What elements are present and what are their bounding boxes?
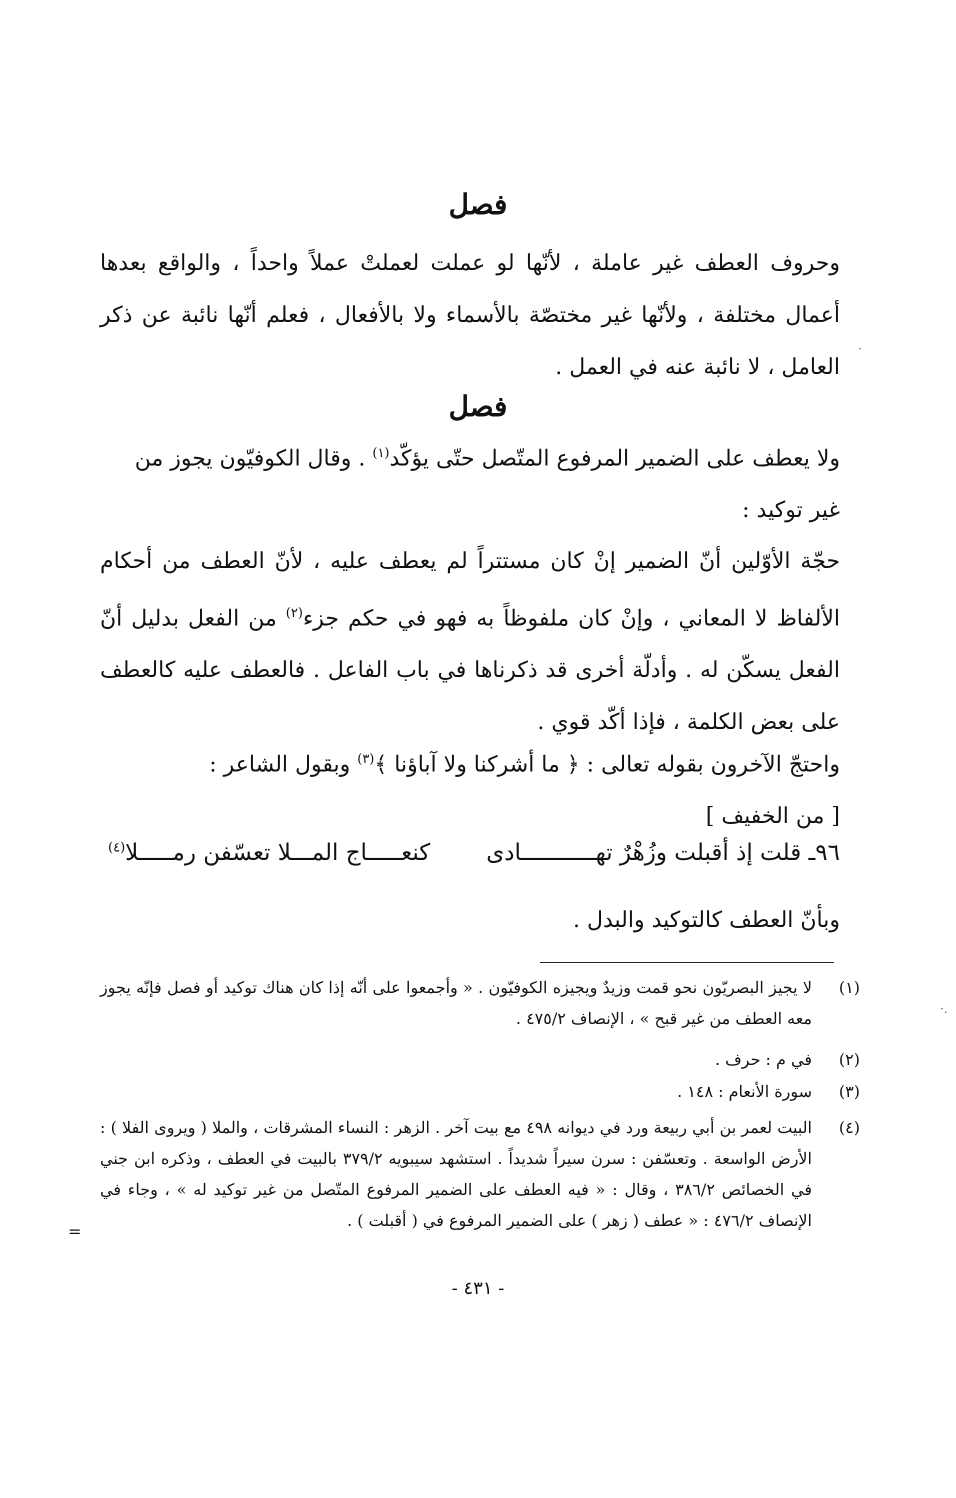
footnote-text: البيت لعمر بن أبي ربيعة ورد في ديوانه ٤٩٨ مع بيت آخر . الزهر : النساء المشرقات ، والملا ( ويروى الفلا ) : الأرض الواسعة . وتعسّفن : سرن سيراً شديداً . استشهد سيبويه ٣٧٩/٢ بالبيت في العطف ، وذكره ابن جني في الخصائص ٣٨٦/٢ ، وقال : « فيه العطف على الضمير المرفوع المتّصل من غير توكيد له » ، وجاء في الإنصاف ٤٧٦/٢ : « عطف ( زهر ) على الضمير المرفوع في ( أقبلت ) . <box>100 1118 813 1230</box>
section-heading-1: فصل <box>448 188 508 221</box>
footnote-number: (٢) <box>838 1050 860 1069</box>
argument-text-2: من الفعل بدليل أنّ الفعل يسكّن له . وأدلّة أخرى قد ذكرناها في باب الفاعل . فالعطف عليه كالعطف على بعض الكلمة ، فإذا أكّد قوي . <box>100 606 840 736</box>
verse-first-hemistich: ٩٦ـ قلت إذ أقبلت وزُهْرٌ تهـــــــــــادى <box>486 840 840 866</box>
continuation-mark: = <box>68 1222 82 1241</box>
footnote-number: (٣) <box>838 1082 860 1101</box>
verse-second-hemistich <box>108 840 430 866</box>
footnote-separator <box>540 962 834 963</box>
paragraph-conjunctions: وحروف العطف غير عاملة ، لأنّها لو عملت لعملتْ عملاً واحداً ، والواقع بعدها أعمال مختلفة ، ولأنّها غير مختصّة بالأسماء ولا بالأفعال ، فعلم أنّها نائبة عن ذكر العامل ، لا نائبة عنه في العمل . <box>100 251 840 380</box>
paragraph-first-argument <box>100 536 840 749</box>
footnote-3 <box>100 1076 860 1108</box>
argument-quran-text: واحتجّ الآخرون بقوله تعالى : ﴿ ما أشركنا ولا آباؤنا ﴾ <box>374 752 840 778</box>
footnote-number: (١) <box>838 978 860 997</box>
footnote-ref-1[interactable]: (١) <box>372 446 390 461</box>
footnote-text: في م : حرف . <box>714 1050 812 1069</box>
page-number: - ٤٣١ - <box>451 1278 505 1299</box>
paragraph-second-argument <box>100 734 840 843</box>
stray-mark: · <box>858 342 862 356</box>
paragraph-rule-line1-rest: . وقال الكوفيّون يجوز من <box>134 446 373 472</box>
paragraph-rule <box>100 428 840 537</box>
stray-mark-2: ·. <box>940 1002 948 1016</box>
footnote-text: لا يجيز البصريّون نحو قمت وزيدٌ ويجيزه الكوفيّون . « وأجمعوا على أنّه إذا كان هناك توكيد أو فصل فإنّه يجوز معه العطف من غير قبح » ، الإنصاف ٤٧٥/٢ . <box>100 978 812 1028</box>
paragraph-rule-line2: غير توكيد : <box>742 498 840 524</box>
footnote-2 <box>100 1044 860 1076</box>
verse-second-text: كنعـــــاج المـــلا تعسّفن رمـــــلا <box>125 840 431 866</box>
poetic-meter: [ من الخفيف ] <box>705 804 840 830</box>
conclusion-line: وبأنّ العطف كالتوكيد والبدل . <box>573 908 840 933</box>
footnote-number: (٤) <box>838 1118 860 1137</box>
footnote-text: سورة الأنعام : ١٤٨ . <box>677 1082 812 1101</box>
footnote-ref-2[interactable]: (٢) <box>285 606 303 621</box>
paragraph-rule-line1: ولا يعطف على الضمير المرفوع المتّصل حتّى يؤكّد <box>389 446 840 472</box>
section-heading-2: فصل <box>448 390 508 423</box>
argument-text-1: حجّة الأوّلين أنّ الضمير إنْ كان مستتراً لم يعطف عليه ، لأنّ العطف من أحكام الألفاظ لا المعاني ، وإنْ كان ملفوظاً به فهو في حكم جزء <box>100 549 840 632</box>
footnote-ref-4[interactable]: (٤) <box>108 840 126 856</box>
footnote-4 <box>100 1112 860 1244</box>
argument-poet-text: وبقول الشاعر : <box>209 752 358 778</box>
footnote-1 <box>100 972 860 1036</box>
footnote-ref-3[interactable]: (٣) <box>357 752 375 767</box>
